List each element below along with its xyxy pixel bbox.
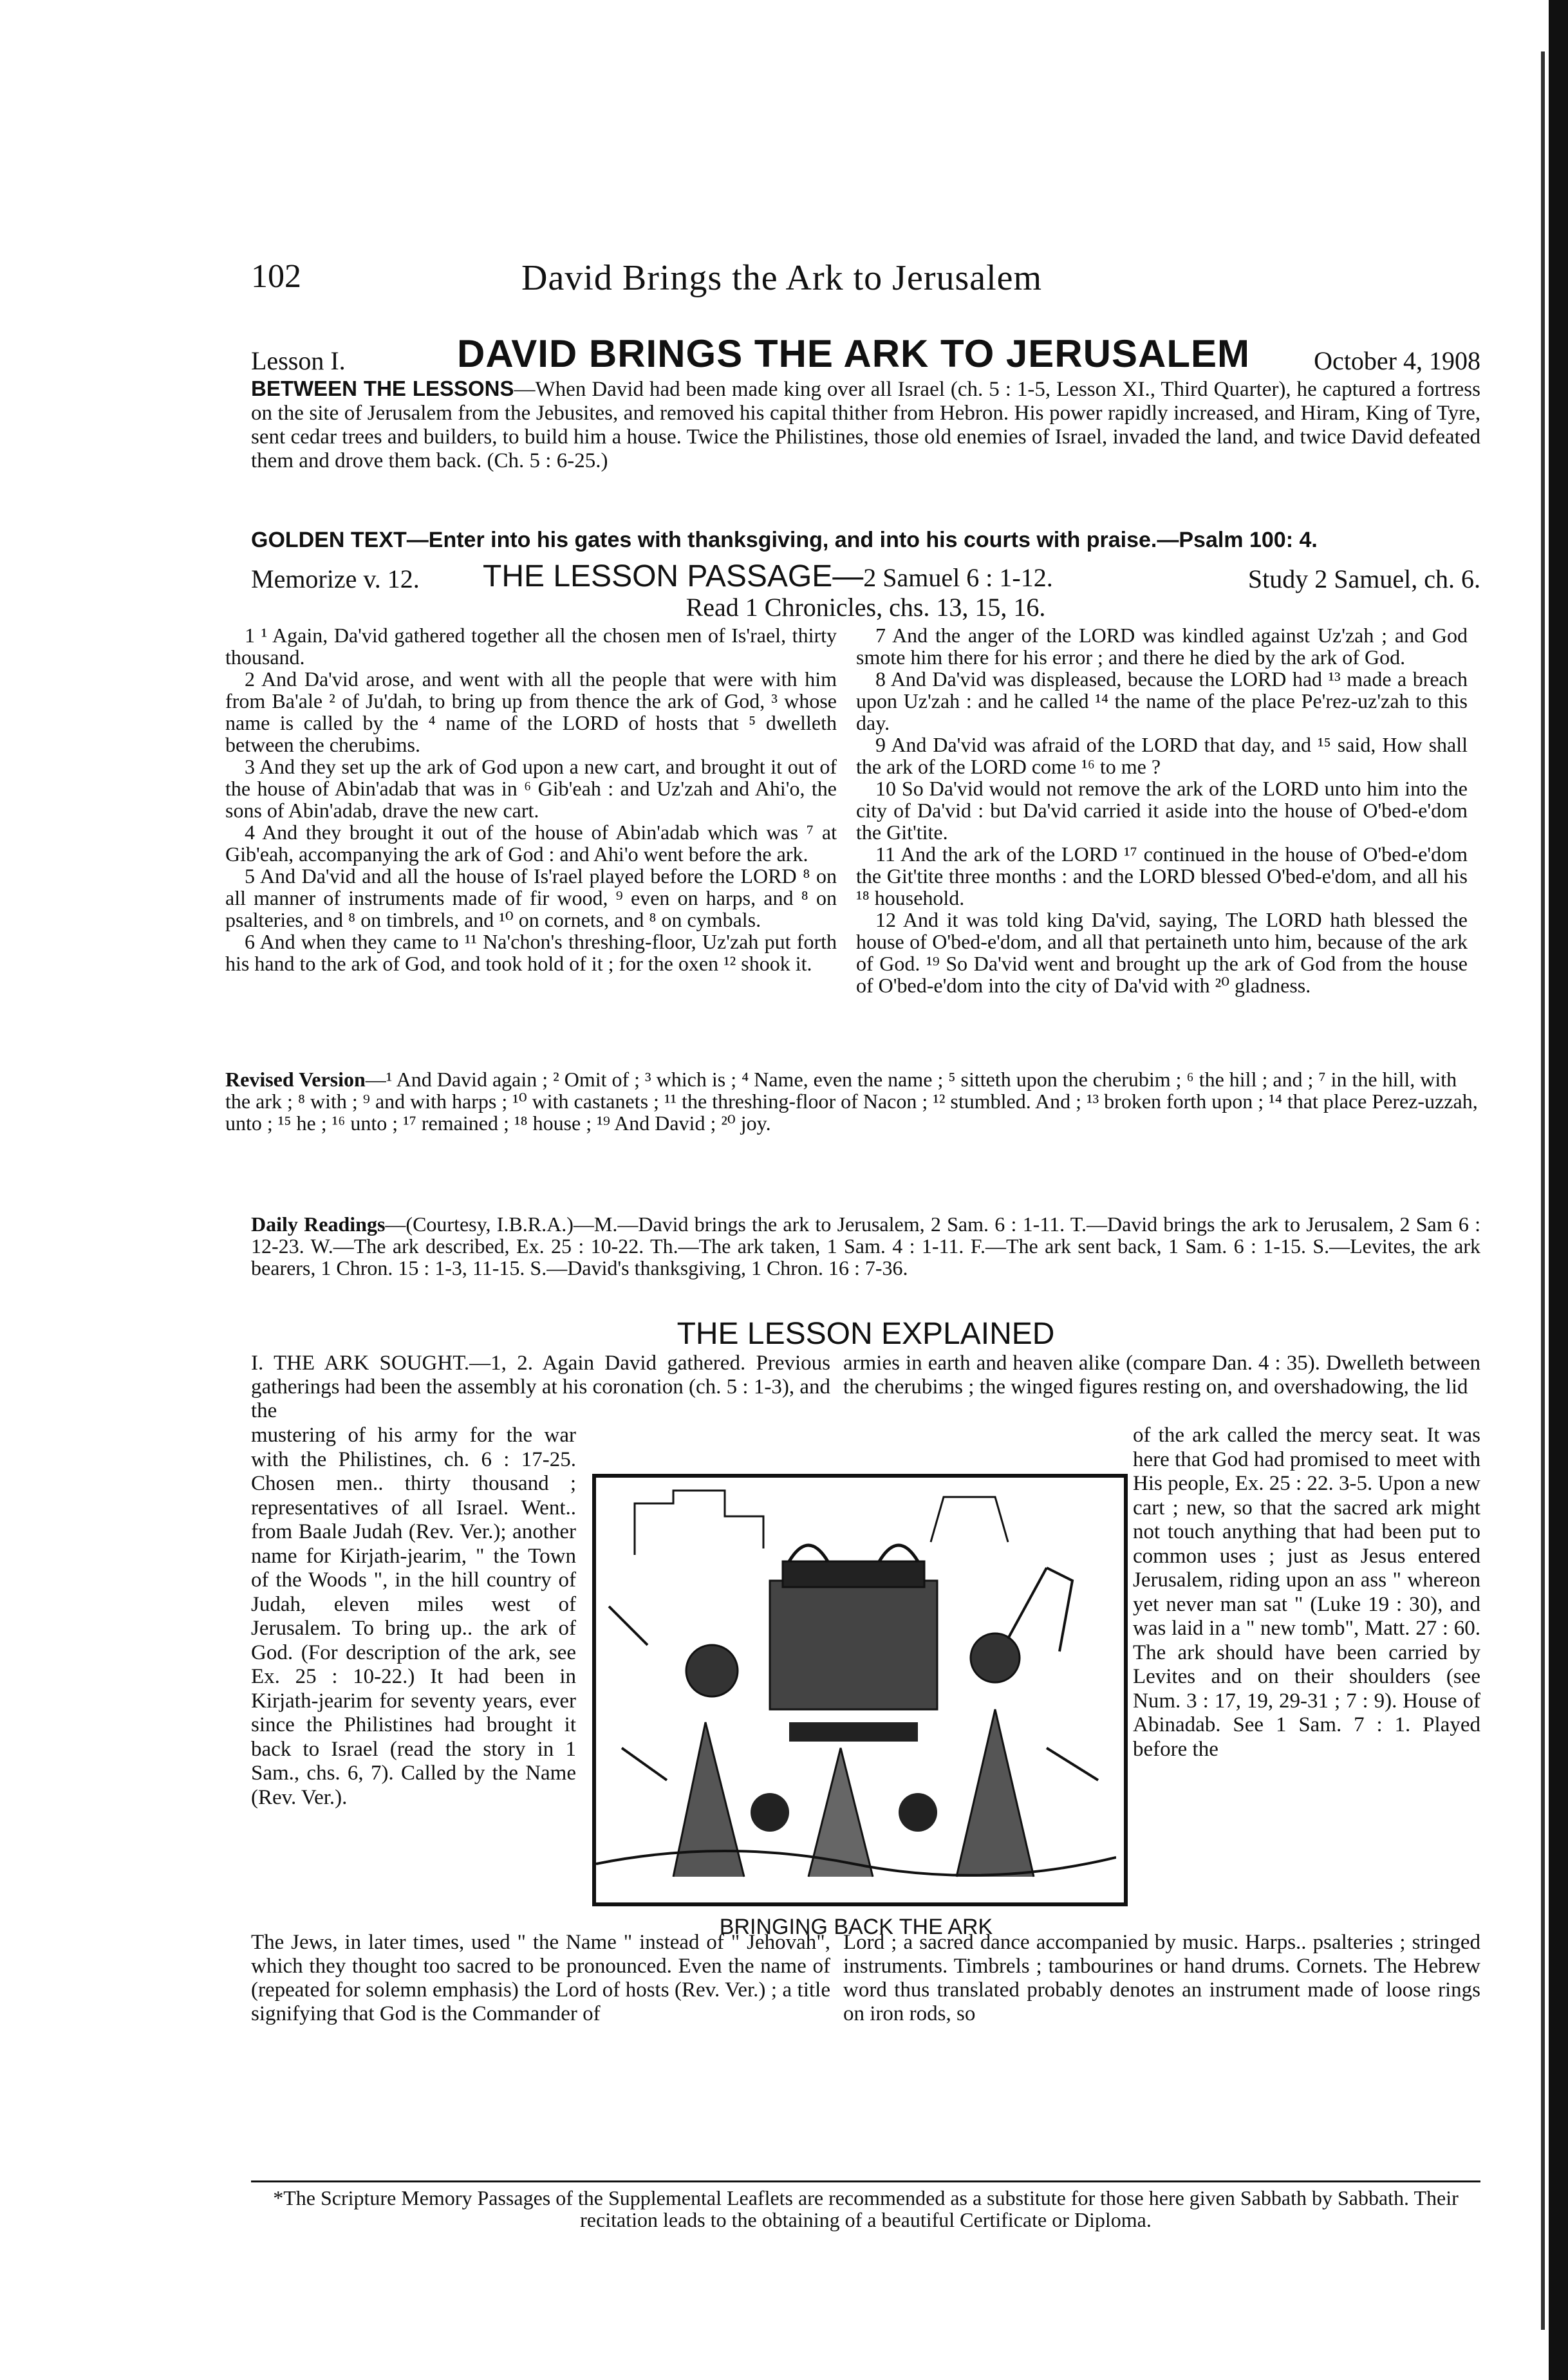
verse: 4 And they brought it out of the house of Abin'adab which was ⁷ at Gib'eah, accompanying the ark of God : and Ahi'o went before the ark. bbox=[225, 821, 837, 866]
explained-right-bottom: Lord ; a sacred dance accompanied by music. Harps.. psalteries ; stringed instruments. Timbrels ; tambourines or hand drums. Cornets. The Hebrew word thus translated probably denotes an instrument made of loose rings on iron rods, so bbox=[843, 1931, 1480, 2025]
verse: 8 And Da'vid was displeased, because the LORD had ¹³ made a breach upon Uz'zah : and he called ¹⁴ the name of the place Pe'rez-uz'zah to this day. bbox=[856, 667, 1468, 734]
memorize-verse: Memorize v. 12. bbox=[251, 564, 420, 593]
daily-heading: Daily Readings bbox=[251, 1213, 386, 1236]
verse: 1 ¹ Again, Da'vid gathered together all the chosen men of Is'rael, thirty thousand. bbox=[225, 624, 837, 669]
passage-title-text: THE LESSON PASSAGE— bbox=[483, 559, 864, 593]
explained-left-bottom: The Jews, in later times, used " the Name " instead of " Jehovah", which they thought too sacred to be pronounced. Even the name of (repeated for solemn emphasis) the Lord of hosts (Rev. Ver.) ; a title signifying that God is the Commander of bbox=[251, 1931, 830, 2025]
scan-edge bbox=[1549, 0, 1568, 2380]
footnote: *The Scripture Memory Passages of the Supplemental Leaflets are recommended as a substitute for those here given Sabbath by Sabbath. Their recitation leads to the obtaining of a beautiful Certificate or Diploma. bbox=[273, 2186, 1459, 2231]
between-heading: BETWEEN THE LESSONS bbox=[251, 377, 514, 400]
scan-edge-line bbox=[1541, 51, 1545, 2330]
study-reference: Study 2 Samuel, ch. 6. bbox=[1247, 564, 1480, 593]
verses-left-column bbox=[225, 624, 837, 974]
between-the-lessons bbox=[251, 377, 1480, 473]
daily-text: —(Courtesy, I.B.R.A.)—M.—David brings the ark to Jerusalem, 2 Sam. 6 : 1-11. T.—David brings the ark to Jerusalem, 2 Sam 6 : 12-23. W.—The ark described, Ex. 25 : 10-22. Th.—The ark taken, 1 Sam. 4 : 1-11. F.—The ark sent back, 1 Sam. 6 : 1-15. S.—Levites, the ark bearers, 1 Chron. 15 : 1-3, 11-15. S.—David's thanksgiving, 1 Chron. 16 : 7-36. bbox=[251, 1213, 1481, 1279]
passage-ref: 2 Samuel 6 : 1-12. bbox=[863, 563, 1053, 592]
passage-row bbox=[251, 559, 1480, 597]
lesson-heading bbox=[251, 331, 1480, 383]
verse: 6 And when they came to ¹¹ Na'chon's threshing-floor, Uz'zah put forth his hand to the ark of God, and took hold of it ; for the oxen ¹² shook it. bbox=[225, 930, 837, 975]
explained-right-narrow: of the ark called the mercy seat. It was here that God had promised to meet with His people, Ex. 25 : 22. 3-5. Upon a new cart ; new, so that the sacred ark might not touch anything that had been put to common uses ; just as Jesus entered Jerusalem, riding upon an ass " whereon yet never man sat " (Luke 19 : 30), and was laid in a " new tomb", Matt. 27 : 60. The ark should have been carried by Levites and on their shoulders (see Num. 3 : 17, 19, 29-31 ; 7 : 9). House of Abinadab. See 1 Sam. 7 : 1. Played before the bbox=[1133, 1424, 1480, 1761]
verse: 10 So Da'vid would not remove the ark of the LORD unto him into the city of Da'vid : but Da'vid carried it aside into the house of O'bed-e'dom the Git'tite. bbox=[856, 777, 1468, 844]
page-number: 102 bbox=[251, 258, 301, 295]
woodcut-illustration bbox=[592, 1474, 1128, 1906]
verse: 11 And the ark of the LORD ¹⁷ continued in the house of O'bed-e'dom the Git'tite three months : and the LORD blessed O'bed-e'dom, and all his ¹⁸ household. bbox=[856, 842, 1468, 909]
verse: 12 And it was told king Da'vid, saying, The LORD hath blessed the house of O'bed-e'dom, and all that pertaineth unto him, because of the ark of God. ¹⁹ So Da'vid went and brought up the ark of God from the house of O'bed-e'dom into the city of Da'vid with ²⁰ gladness. bbox=[856, 908, 1468, 997]
golden-text: GOLDEN TEXT—Enter into his gates with thanksgiving, and into his courts with praise.—Psalm 100: 4. bbox=[251, 528, 1318, 552]
explained-left-narrow: mustering of his army for the war with the Philistines, ch. 6 : 17-25. Chosen men.. thirty thousand ; representatives of all Israel. Went.. from Baale Judah (Rev. Ver.); another name for Kirjath-jearim, " the Town of the Woods ", in the hill country of Judah, eleven miles west of Jerusalem. To bring up.. the ark of God. (For description of the ark, see Ex. 25 : 10-22.) It had been in Kirjath-jearim for seventy years, ever since the Philistines had brought it back to Israel (read the story in 1 Sam., chs. 6, 7). Called by the Name (Rev. Ver.). bbox=[251, 1424, 576, 1809]
page-header bbox=[251, 257, 1358, 309]
lesson-label: Lesson I. bbox=[251, 346, 346, 375]
between-text: —When David had been made king over all Israel (ch. 5 : 1-5, Lesson XI., Third Quarter), he captured a fortress on the site of Jerusalem from the Jebusites, and removed his capital thither from Hebron. His power rapidly increased, and Hiram, King of Tyre, sent cedar trees and builders, to build him a house. Twice the Philistines, those old enemies of Israel, invaded the land, and twice David defeated them and drove them back. (Ch. 5 : 6-25.) bbox=[251, 378, 1480, 472]
revised-heading: Revised Version bbox=[225, 1068, 366, 1091]
lesson-title: DAVID BRINGS THE ARK TO JERUSALEM bbox=[457, 332, 1250, 375]
ark-procession-illustration bbox=[596, 1478, 1116, 1895]
figure-caption: BRINGING BACK THE ARK bbox=[719, 1915, 993, 1939]
verse: 3 And they set up the ark of God upon a new cart, and brought it out of the house of Abin'adab that was in ⁶ Gib'eah : and Uz'zah and Ahi'o, the sons of Abin'adab, drave the new cart. bbox=[225, 755, 837, 822]
verse: 7 And the anger of the LORD was kindled against Uz'zah ; and God smote him there for his error ; and there he died by the ark of God. bbox=[856, 624, 1468, 669]
passage-title bbox=[483, 559, 1053, 594]
footnote-divider bbox=[251, 2180, 1480, 2182]
verses-right-column bbox=[856, 624, 1468, 996]
revised-version bbox=[225, 1068, 1480, 1134]
explained-right-top: armies in earth and heaven alike (compare Dan. 4 : 35). Dwelleth between the cherubims ; the winged figures resting on, and overshadowing, the lid bbox=[843, 1352, 1480, 1399]
lesson-explained-title: THE LESSON EXPLAINED bbox=[677, 1317, 1055, 1351]
daily-readings bbox=[251, 1213, 1480, 1279]
revised-text: —¹ And David again ; ² Omit of ; ³ which is ; ⁴ Name, even the name ; ⁵ sitteth upon the cherubim ; ⁶ the hill ; and ; ⁷ in the hill, with the ark ; ⁸ with ; ⁹ and with harps ; ¹⁰ with castanets ; ¹¹ the threshing-floor of Nacon ; ¹² stumbled. And ; ¹³ broken forth upon ; ¹⁴ that place Perez-uzzah, unto ; ¹⁵ he ; ¹⁶ unto ; ¹⁷ remained ; ¹⁸ house ; ¹⁹ And David ; ²⁰ joy. bbox=[225, 1068, 1478, 1135]
read-reference: Read 1 Chronicles, chs. 13, 15, 16. bbox=[686, 593, 1046, 622]
verse: 5 And Da'vid and all the house of Is'rael played before the LORD ⁸ on all manner of instruments made of fir wood, ⁹ even on harps, and ⁸ on psalteries, and ⁸ on timbrels, and ¹⁰ on cornets, and ⁸ on cymbals. bbox=[225, 864, 837, 931]
lesson-date: October 4, 1908 bbox=[1314, 346, 1480, 375]
running-title: David Brings the Ark to Jerusalem bbox=[521, 258, 1043, 298]
explained-left-top: I. THE ARK SOUGHT.—1, 2. Again David gathered. Previous gatherings had been the assembly at his coronation (ch. 5 : 1-3), and the bbox=[251, 1352, 830, 1422]
verse: 2 And Da'vid arose, and went with all the people that were with him from Ba'ale ² of Ju'dah, to bring up from thence the ark of God, ³ whose name is called by the ⁴ name of the LORD of hosts that ⁵ dwelleth between the cherubims. bbox=[225, 667, 837, 756]
verse: 9 And Da'vid was afraid of the LORD that day, and ¹⁵ said, How shall the ark of the LORD come ¹⁶ to me ? bbox=[856, 733, 1468, 778]
